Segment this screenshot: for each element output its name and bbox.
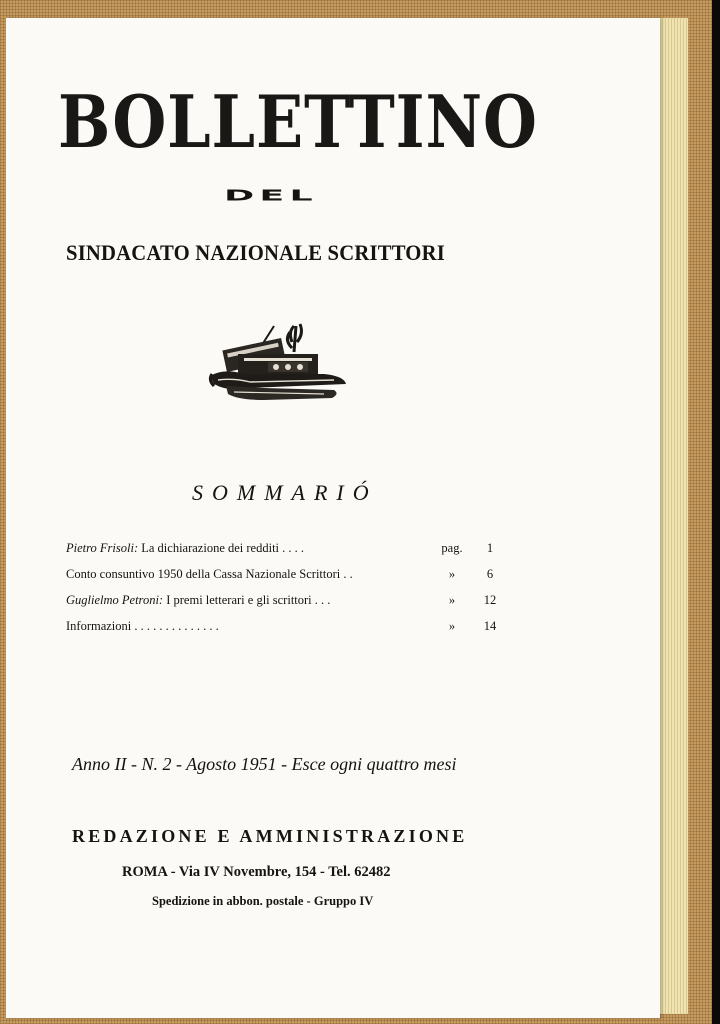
books-and-quill-emblem-icon xyxy=(204,318,352,404)
masthead-preposition: DEL xyxy=(224,186,318,205)
masthead-title: BOLLETTINO xyxy=(58,79,538,164)
toc-page-number: 14 xyxy=(483,619,497,633)
toc-title: Conto consuntivo 1950 della Cassa Nazionale Scrittori . . xyxy=(66,567,353,581)
toc-title: I premi letterari e gli scrittori . . . xyxy=(163,593,331,607)
table-of-contents xyxy=(66,538,506,642)
toc-entry xyxy=(66,538,506,564)
toc-author: Guglielmo Petroni: xyxy=(66,593,164,607)
toc-page-ref: » xyxy=(448,593,456,607)
masthead-subtitle: SINDACATO NAZIONALE SCRITTORI xyxy=(66,240,445,265)
toc-entry xyxy=(66,564,506,590)
toc-page-number: 1 xyxy=(486,541,494,555)
toc-author: Pietro Frisoli: xyxy=(66,541,139,555)
issue-line: Anno II - N. 2 - Agosto 1951 - Esce ogni quattro mesi xyxy=(72,754,457,774)
contents-heading: SOMMARIÓ xyxy=(192,480,378,505)
toc-title: La dichiarazione dei redditi . . . . xyxy=(138,541,305,555)
publisher-address: ROMA - Via IV Novembre, 154 - Tel. 62482 xyxy=(122,864,391,880)
toc-page-ref: » xyxy=(448,567,456,581)
toc-page-number: 12 xyxy=(483,593,497,607)
toc-entry xyxy=(66,616,506,642)
title-page xyxy=(6,18,660,1018)
toc-page-ref: » xyxy=(448,619,456,633)
publisher-heading: REDAZIONE E AMMINISTRAZIONE xyxy=(72,826,468,846)
toc-page-ref: pag. xyxy=(441,541,463,555)
toc-entry xyxy=(66,590,506,616)
toc-page-number: 6 xyxy=(486,567,494,581)
shipping-note: Spedizione in abbon. postale - Gruppo IV xyxy=(152,894,374,908)
toc-title: Informazioni . . . . . . . . . . . . . . xyxy=(66,619,219,633)
